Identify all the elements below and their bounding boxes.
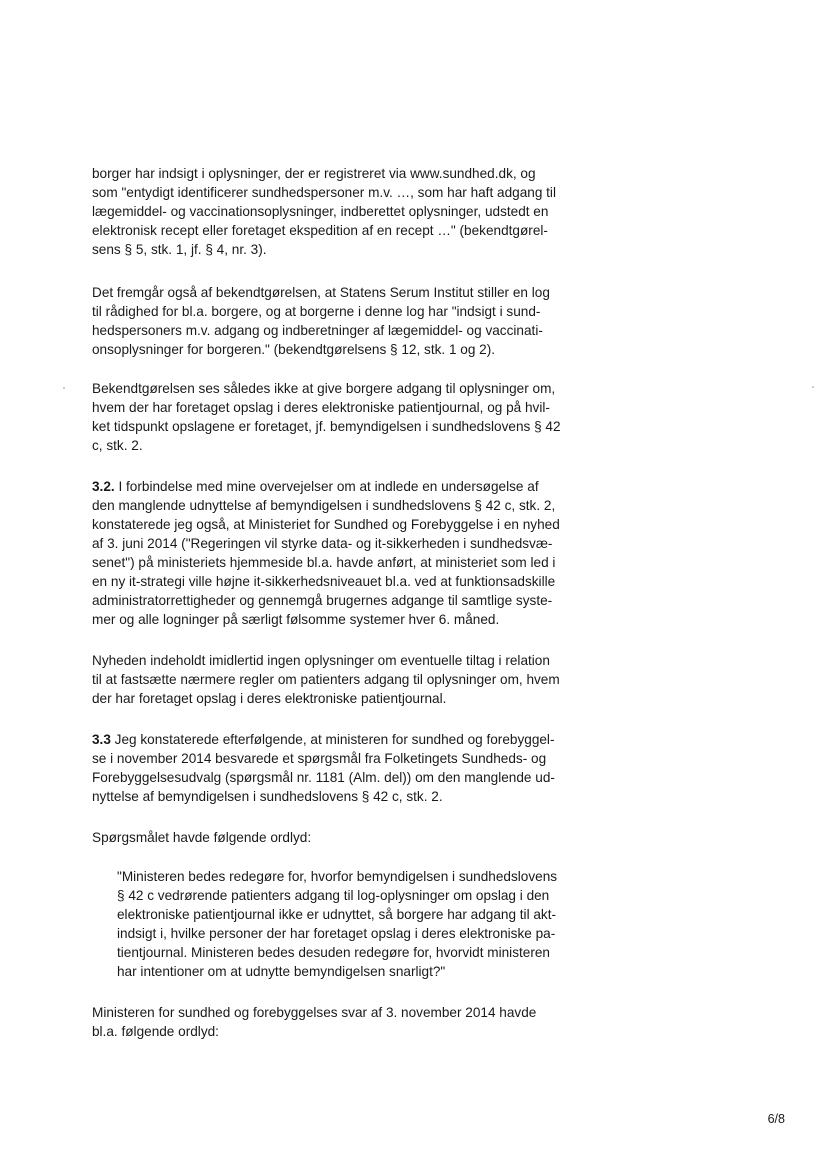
section-text: I forbindelse med mine overvejelser om at indlede en undersøgelse af	[114, 479, 539, 494]
quote-line: "Ministeren bedes redegøre for, hvorfor bemyndigelsen i sundhedslovens	[117, 869, 558, 884]
section-text: Jeg konstaterede efterfølgende, at ministeren for sundhed og forebyggel-	[110, 732, 555, 747]
quote-line: tientjournal. Ministeren bedes desuden redegøre for, hvorvidt ministeren	[117, 945, 550, 960]
text-line: onsoplysninger for borgeren." (bekendtgørelsens § 12, stk. 1 og 2).	[92, 342, 496, 357]
text-line	[92, 477, 539, 496]
text-line: se i november 2014 besvarede et spørgsmål fra Folketingets Sundheds- og	[92, 751, 547, 766]
quote-line: elektroniske patientjournal ikke er udnyttet, så borgere har adgang til akt-	[117, 907, 557, 922]
text-line: administratorrettigheder og gennemgå brugernes adgange til samtlige syste-	[92, 593, 553, 608]
section-number: 3.3	[92, 732, 111, 747]
text-line	[92, 730, 554, 749]
text-line: Det fremgår også af bekendtgørelsen, at Statens Serum Institut stiller en log	[92, 285, 550, 300]
text-line: mer og alle logninger på særligt følsomme systemer hver 6. måned.	[92, 612, 500, 627]
section-number: 3.2.	[92, 479, 115, 494]
text-line: lægemiddel- og vaccinationsoplysninger, indberettet oplysninger, udstedt en	[92, 204, 549, 219]
text-line: en ny it-strategi ville højne it-sikkerhedsniveauet bl.a. ved at funktionsadskille	[92, 574, 556, 589]
text-line: Bekendtgørelsen ses således ikke at give borgere adgang til oplysninger om,	[92, 381, 556, 396]
text-line: ket tidspunkt opslagene er foretaget, jf. bemyndigelsen i sundhedslovens § 42	[92, 419, 561, 434]
text-line: konstaterede jeg også, at Ministeriet for Sundhed og Forebyggelse i en nyhed	[92, 517, 560, 532]
page-number: 6/8	[767, 1112, 785, 1126]
text-line: nyttelse af bemyndigelsen i sundhedslovens § 42 c, stk. 2.	[92, 789, 443, 804]
text-line: der har foretaget opslag i deres elektroniske patientjournal.	[92, 691, 447, 706]
text-line: bl.a. følgende ordlyd:	[92, 1024, 219, 1039]
scan-speck	[812, 386, 814, 388]
text-line: hvem der har foretaget opslag i deres elektroniske patientjournal, og på hvil-	[92, 400, 550, 415]
text-line: elektronisk recept eller foretaget ekspedition af en recept …" (bekendtgørel-	[92, 223, 548, 238]
text-line: hedspersoners m.v. adgang og indberetninger af lægemiddel- og vaccinati-	[92, 323, 543, 338]
quote-line: § 42 c vedrørende patienters adgang til log-oplysninger om opslag i den	[117, 888, 550, 903]
text-line: c, stk. 2.	[92, 438, 143, 453]
quote-line: har intentioner om at udnytte bemyndigelsen snarligt?"	[117, 964, 446, 979]
text-line: borger har indsigt i oplysninger, der er registreret via www.sundhed.dk, og	[92, 166, 536, 181]
text-line: den manglende udnyttelse af bemyndigelsen i sundhedslovens § 42 c, stk. 2,	[92, 498, 556, 513]
text-line: sens § 5, stk. 1, jf. § 4, nr. 3).	[92, 242, 267, 257]
text-line: til at fastsætte nærmere regler om patienters adgang til oplysninger om, hvem	[92, 672, 560, 687]
text-line: Ministeren for sundhed og forebyggelses svar af 3. november 2014 havde	[92, 1005, 537, 1020]
quote-line: indsigt i, hvilke personer der har foretaget opslag i deres elektroniske pa-	[117, 926, 556, 941]
scan-speck	[63, 387, 65, 389]
text-line: Forebyggelsesudvalg (spørgsmål nr. 1181 (Alm. del)) om den manglende ud-	[92, 770, 555, 785]
text-line: af 3. juni 2014 ("Regeringen vil styrke data- og it-sikkerheden i sundhedsvæ-	[92, 536, 553, 551]
text-line: til rådighed for bl.a. borgere, og at borgerne i denne log har "indsigt i sund-	[92, 304, 541, 319]
text-line: Nyheden indeholdt imidlertid ingen oplysninger om eventuelle tiltag i relation	[92, 653, 550, 668]
text-line: senet") på ministeriets hjemmeside bl.a. havde anført, at ministeriet som led i	[92, 555, 556, 570]
text-line: som "entydigt identificerer sundhedspersoner m.v. …, som har haft adgang til	[92, 185, 556, 200]
text-line: Spørgsmålet havde følgende ordlyd:	[92, 830, 312, 845]
